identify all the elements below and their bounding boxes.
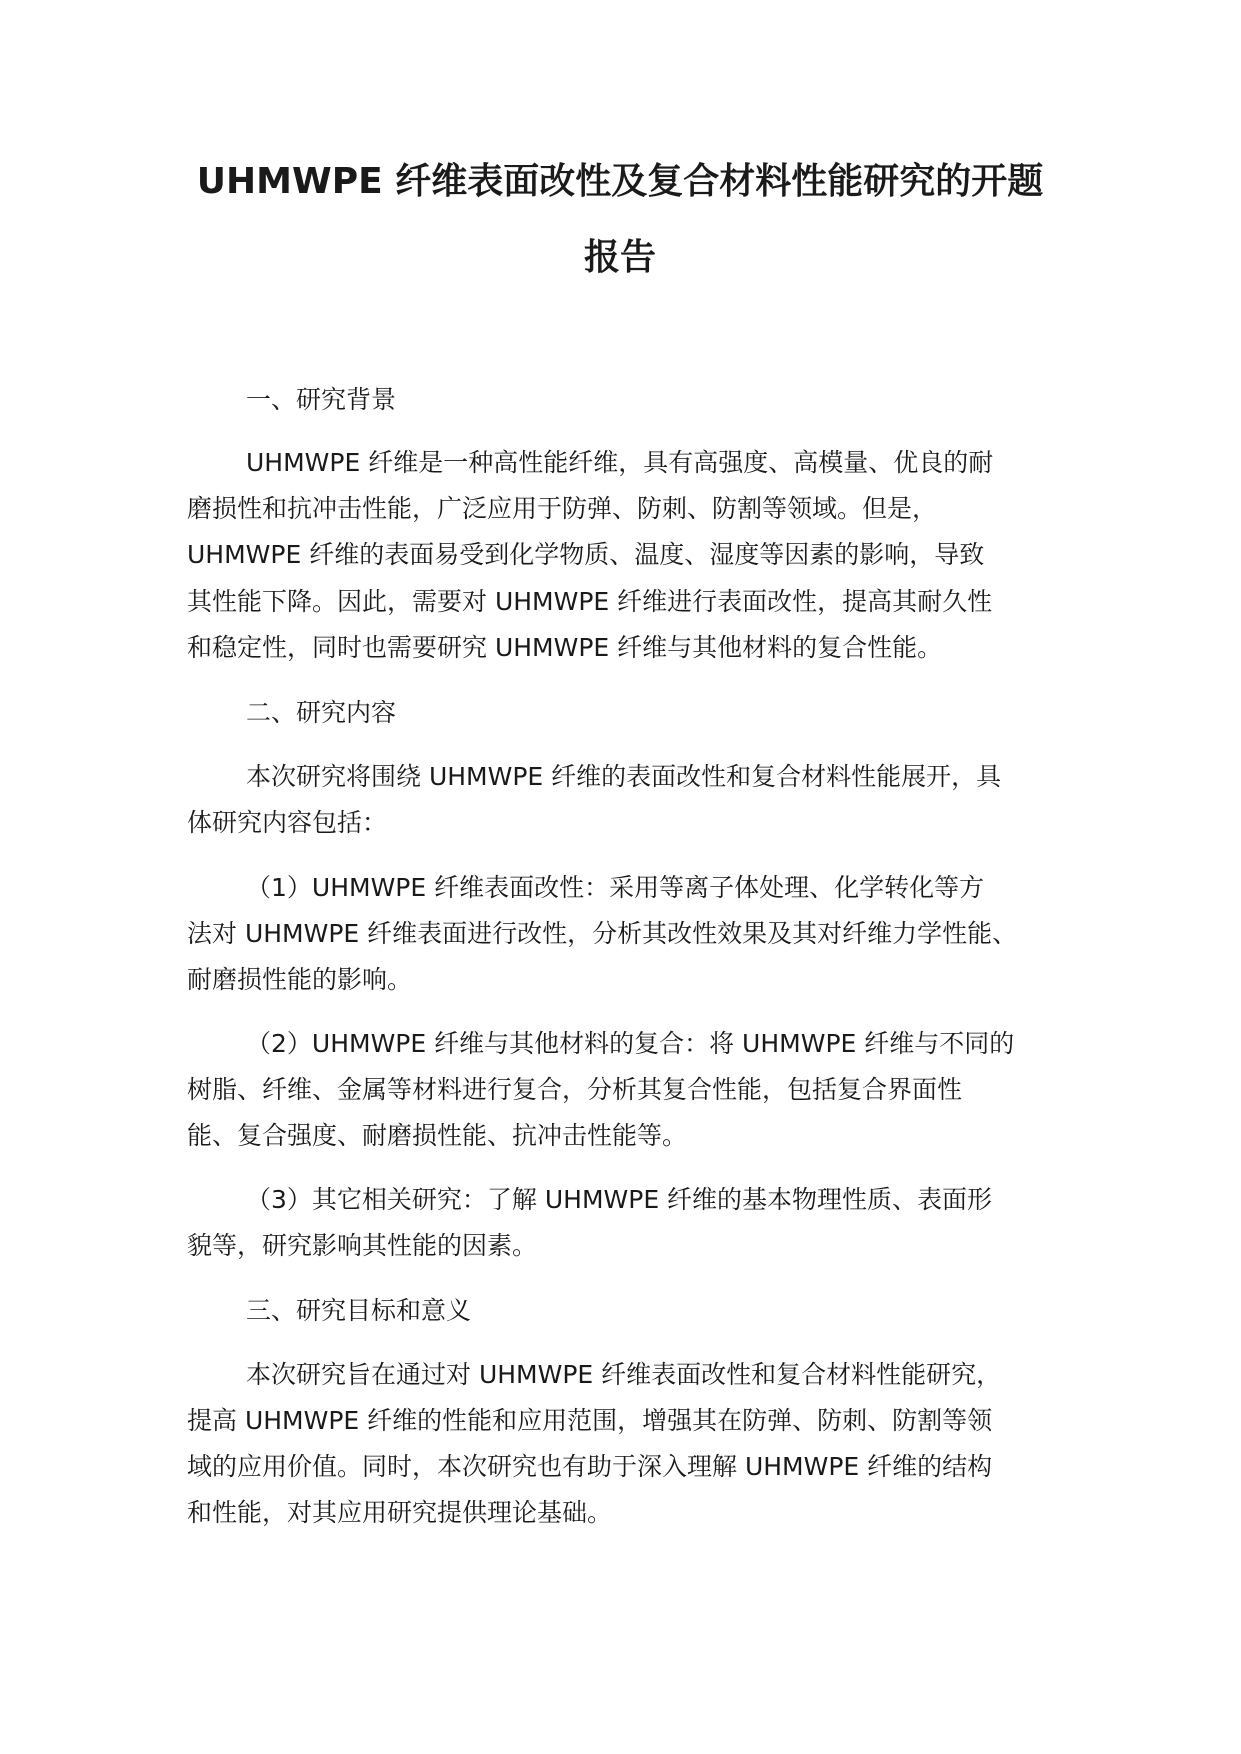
document-title-line-1: UHMWPE 纤维表面改性及复合材料性能研究的开题 [196, 161, 1044, 202]
paragraph-line: 本次研究旨在通过对 UHMWPE 纤维表面改性和复合材料性能研究， [246, 1360, 1002, 1389]
paragraph-line: 体研究内容包括： [187, 808, 388, 837]
list-item-line: （1）UHMWPE 纤维表面改性：采用等离子体处理、化学转化等方 [246, 873, 985, 902]
list-item-line: 树脂、纤维、金属等材料进行复合，分析其复合性能，包括复合界面性 [187, 1075, 963, 1104]
list-item-line: （3）其它相关研究：了解 UHMWPE 纤维的基本物理性质、表面形 [246, 1185, 993, 1214]
document-title-line-2: 报告 [583, 237, 656, 278]
list-item-line: 耐磨损性能的影响。 [187, 965, 413, 994]
paragraph-line: UHMWPE 纤维是一种高性能纤维，具有高强度、高模量、优良的耐 [246, 448, 994, 477]
section-heading-background: 一、研究背景 [246, 385, 397, 414]
section-heading-content: 二、研究内容 [246, 698, 397, 727]
list-item-line: （2）UHMWPE 纤维与其他材料的复合：将 UHMWPE 纤维与不同的 [246, 1029, 1015, 1058]
paragraph-line: UHMWPE 纤维的表面易受到化学物质、温度、湿度等因素的影响，导致 [187, 540, 985, 569]
list-item-line: 能、复合强度、耐磨损性能、抗冲击性能等。 [187, 1121, 688, 1150]
list-item-line: 貌等，研究影响其性能的因素。 [187, 1231, 538, 1260]
paragraph-line: 其性能下降。因此，需要对 UHMWPE 纤维进行表面改性，提高其耐久性 [187, 587, 993, 616]
section-heading-goals: 三、研究目标和意义 [246, 1296, 472, 1325]
paragraph-line: 提高 UHMWPE 纤维的性能和应用范围，增强其在防弹、防刺、防割等领 [187, 1406, 993, 1435]
paragraph-line: 域的应用价值。同时，本次研究也有助于深入理解 UHMWPE 纤维的结构 [187, 1452, 993, 1481]
paragraph-line: 本次研究将围绕 UHMWPE 纤维的表面改性和复合材料性能展开，具 [246, 762, 1002, 791]
paragraph-line: 和稳定性，同时也需要研究 UHMWPE 纤维与其他材料的复合性能。 [187, 633, 943, 662]
paragraph-line: 和性能，对其应用研究提供理论基础。 [187, 1498, 613, 1527]
paragraph-line: 磨损性和抗冲击性能，广泛应用于防弹、防刺、防割等领域。但是， [187, 494, 938, 523]
list-item-line: 法对 UHMWPE 纤维表面进行改性，分析其改性效果及其对纤维力学性能、 [187, 919, 1018, 948]
